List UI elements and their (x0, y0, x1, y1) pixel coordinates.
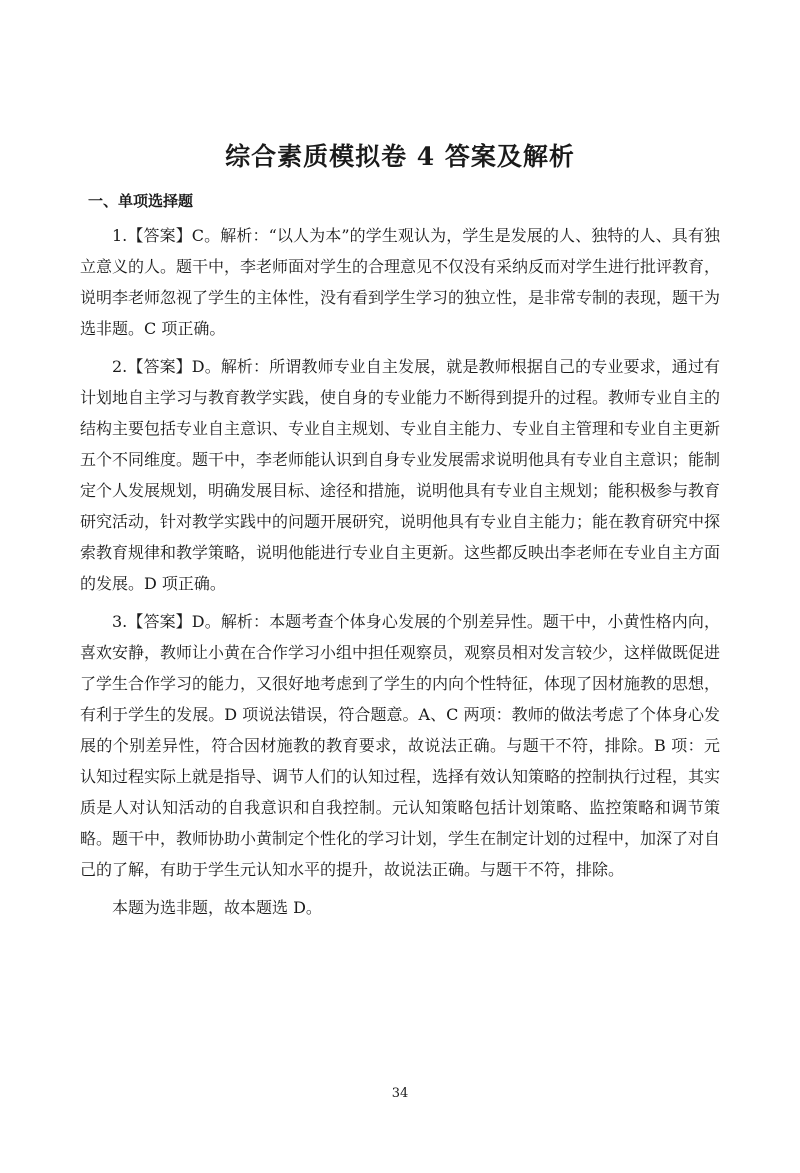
answer-paragraph-2: 2.【答案】D。解析：所谓教师专业自主发展，就是教师根据自己的专业要求，通过有计划地自主学习与教育教学实践，使自身的专业能力不断得到提升的过程。教师专业自主的结构主要包括专业自主意识、专业自主规划、专业自主能力、专业自主管理和专业自主更新五个不同维度。题干中，李老师能认识到自身专业发展需求说明他具有专业自主意识；能制定个人发展规划，明确发展目标、途径和措施，说明他具有专业自主规划；能积极参与教育研究活动，针对教学实践中的问题开展研究，说明他具有专业自主能力；能在教育研究中探索教育规律和教学策略，说明他能进行专业自主更新。这些都反映出李老师在专业自主方面的发展。D 项正确。 (80, 357, 721, 593)
answer-paragraph-1: 1.【答案】C。解析：“以人为本”的学生观认为，学生是发展的人、独特的人、具有独立意义的人。题干中，李老师面对学生的合理意见不仅没有采纳反而对学生进行批评教育，说明李老师忽视了学生的主体性，没有看到学生学习的独立性，是非常专制的表现，题干为选非题。C 项正确。 (80, 226, 721, 338)
document-title: 综合素质模拟卷 4 答案及解析 (225, 142, 575, 171)
answer-paragraph-3: 3.【答案】D。解析：本题考查个体身心发展的个别差异性。题干中，小黄性格内向，喜欢安静，教师让小黄在合作学习小组中担任观察员，观察员相对发言较少，这样做既促进了学生合作学习的能力，又很好地考虑到了学生的内向个性特征，体现了因材施教的思想，有利于学生的发展。D 项说法错误，符合题意。A、C 两项：教师的做法考虑了个体身心发展的个别差异性，符合因材施教的教育要求，故说法正确。与题干不符，排除。B 项：元认知过程实际上就是指导、调节人们的认知过程，选择有效认知策略的控制执行过程，其实质是人对认知活动的自我意识和自我控制。元认知策略包括计划策略、监控策略和调节策略。题干中，教师协助小黄制定个性化的学习计划，学生在制定计划的过程中，加深了对自己的了解，有助于学生元认知水平的提升，故说法正确。与题干不符，排除。 (80, 612, 721, 879)
conclusion-paragraph: 本题为选非题，故本题选 D。 (112, 898, 322, 917)
page-number: 34 (391, 1086, 409, 1101)
section-heading: 一、单项选择题 (88, 192, 194, 210)
answer-content (80, 220, 720, 930)
